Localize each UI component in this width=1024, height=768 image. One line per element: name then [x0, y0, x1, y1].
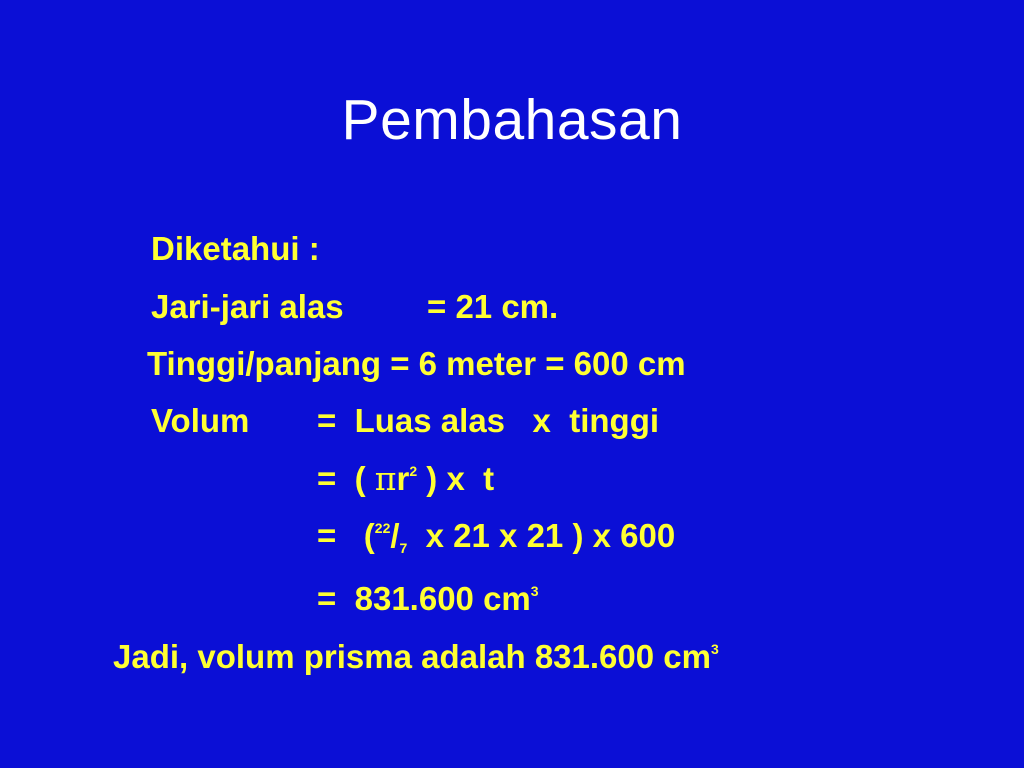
pi-symbol: π [374, 459, 397, 498]
formula-rest: ) x t [417, 460, 495, 497]
conclusion-exponent: 3 [710, 641, 719, 657]
volume-formula-symbolic [317, 459, 495, 498]
volume-result [317, 582, 539, 615]
volume-result-exponent: 3 [530, 583, 539, 599]
volume-formula: = Luas alas x tinggi [317, 402, 660, 439]
fraction-denominator: 7 [399, 540, 408, 556]
slide-title: Pembahasan [341, 88, 683, 152]
equals-open-paren: = ( [317, 517, 375, 554]
volume-result-text: = 831.600 cm [317, 580, 531, 617]
given-heading: Diketahui : [151, 230, 320, 267]
fraction-numerator: 22 [374, 520, 391, 536]
radius-value: = 21 cm. [427, 288, 559, 325]
radius-exponent: 2 [409, 463, 418, 479]
substitution-rest: x 21 x 21 ) x 600 [407, 517, 676, 554]
equals-open: = ( [317, 460, 375, 497]
radius-symbol: r [396, 460, 410, 497]
radius-label: Jari-jari alas [151, 288, 344, 325]
conclusion-text: Jadi, volum prisma adalah 831.600 cm [113, 638, 711, 675]
fraction-slash: / [390, 517, 400, 554]
volume-label: Volum [151, 402, 250, 439]
height-line: Tinggi/panjang = 6 meter = 600 cm [147, 345, 686, 382]
conclusion [113, 640, 719, 673]
volume-substitution [317, 517, 676, 556]
